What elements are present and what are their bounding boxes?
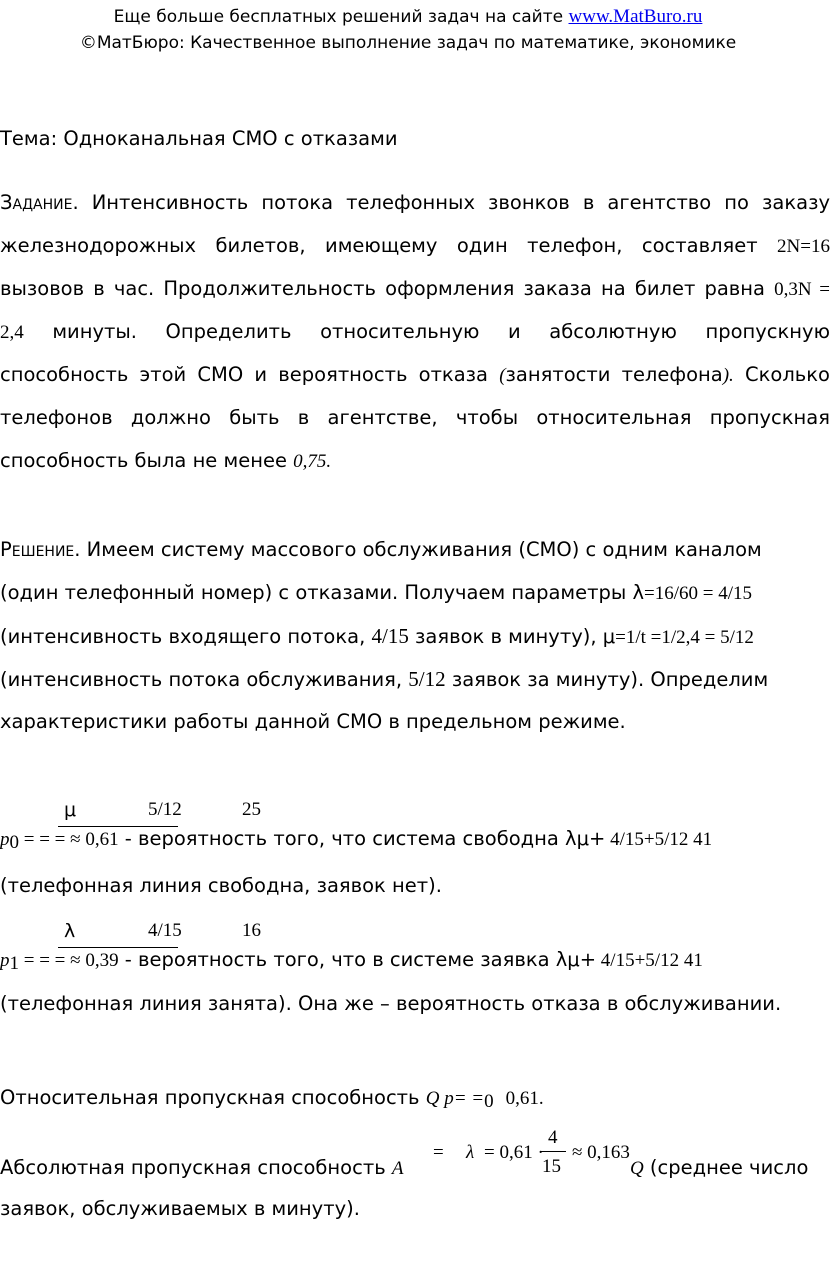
p1-numerator-symbol: λ — [64, 920, 76, 942]
p0-text: - вероятность того, что система свободна λμ+ — [118, 827, 606, 850]
p0-continuation: (телефонная линия свободна, заявок нет). — [0, 874, 442, 897]
task-line-2 — [0, 231, 830, 262]
task-paren: ). — [722, 365, 734, 386]
p0-subscript: 0 — [9, 832, 19, 853]
relative-subscript: 0 — [484, 1091, 494, 1112]
solution-line-1 — [0, 535, 762, 565]
p0-equation: = = = ≈ 0,61 — [19, 829, 119, 850]
solution-line-2 — [0, 578, 752, 609]
solution-text: заявок в минуту), μ — [408, 625, 616, 648]
p1-equation: = = = ≈ 0,39 — [19, 950, 119, 971]
p1-formula-line — [0, 945, 703, 979]
p1-subscript: 1 — [9, 953, 19, 974]
absolute-symbol-q: Q — [630, 1158, 644, 1179]
page-header — [0, 4, 816, 56]
header-line-2: ©МатБюро: Качественное выполнение задач по математике, экономике — [79, 33, 737, 53]
task-line-5 — [0, 360, 830, 391]
solution-formula: =1/t =1/2,4 = 5/12 — [615, 627, 754, 648]
absolute-fraction-denominator: 15 — [542, 1156, 561, 1177]
absolute-result: ≈ 0,163 — [572, 1142, 630, 1163]
topic-heading — [0, 124, 398, 154]
relative-text: Относительная пропускная способность — [0, 1086, 426, 1109]
absolute-capacity-tail — [630, 1153, 808, 1184]
p0-denominator: 4/15+5/12 41 — [605, 829, 713, 850]
task-text: минуты. Определить относительную и абсолютную пропускную — [52, 320, 830, 343]
solution-formula: 5/12 — [408, 667, 446, 691]
solution-text: (интенсивность входящего потока, — [0, 625, 372, 648]
topic-text: Одноканальная СМО с отказами — [63, 127, 398, 150]
solution-text: характеристики работы данной СМО в предельном режиме. — [0, 710, 626, 733]
solution-line-5 — [0, 707, 626, 737]
absolute-capacity-line — [0, 1153, 404, 1184]
task-text: вызовов в час. Продолжительность оформления заказа на билет равна — [0, 277, 765, 300]
header-text: Еще больше бесплатных решений задач на сайте — [113, 7, 569, 27]
p1-continuation: (телефонная линия занята). Она же – вероятность отказа в обслуживании. — [0, 992, 782, 1015]
p0-symbol: p — [0, 829, 10, 850]
task-value: 0,75. — [293, 451, 332, 472]
p0-formula-line — [0, 824, 712, 858]
p0-numerator-fraction: 5/12 — [148, 799, 182, 820]
absolute-eq-sign: = — [433, 1142, 444, 1163]
task-text: способность этой СМО и вероятность отказа — [0, 363, 488, 386]
relative-capacity-line — [0, 1083, 544, 1117]
task-label: Задание. — [0, 191, 79, 214]
solution-text: заявок за минуту). Определим — [445, 668, 769, 691]
topic-label: Тема: — [0, 127, 64, 150]
task-text: телефонов должно быть в агентстве, чтобы относительная пропускная — [0, 406, 830, 429]
absolute-fraction-bar — [540, 1151, 566, 1152]
p1-numerator-fraction: 4/15 — [148, 920, 182, 941]
absolute-lambda: λ — [466, 1142, 475, 1163]
absolute-text: Абсолютная пропускная способность — [0, 1156, 392, 1179]
solution-line-4 — [0, 664, 768, 695]
task-line-1 — [0, 188, 830, 218]
absolute-fraction-numerator: 4 — [548, 1127, 558, 1148]
task-text: Интенсивность потока телефонных звонков в агентство по заказу — [91, 191, 830, 214]
absolute-mid: = 0,61 · — [484, 1142, 544, 1163]
relative-formula: Q p= = — [425, 1088, 485, 1109]
solution-formula: 4/15 — [371, 624, 409, 648]
task-line-6 — [0, 403, 830, 433]
solution-text: (интенсивность потока обслуживания, — [0, 668, 409, 691]
solution-text: (один телефонный номер) с отказами. Получаем параметры λ — [0, 581, 645, 604]
task-formula: 2N=16 — [777, 236, 830, 257]
task-formula: 0,3N = — [774, 279, 830, 300]
absolute-continuation: заявок, обслуживаемых в минуту). — [0, 1197, 360, 1220]
p0-numerator-result: 25 — [242, 799, 261, 820]
relative-value: 0,61. — [505, 1088, 544, 1109]
task-line-7 — [0, 446, 331, 477]
task-line-4 — [0, 317, 830, 348]
solution-line-3 — [0, 621, 754, 653]
task-text: занятости телефона — [505, 363, 723, 386]
p1-numerator-result: 16 — [242, 920, 261, 941]
task-paren: ( — [499, 365, 506, 386]
absolute-tail-text: (среднее число — [643, 1156, 809, 1179]
p1-symbol: p — [0, 950, 10, 971]
task-text: способность была не менее — [0, 449, 287, 472]
site-link[interactable]: www.MatBuro.ru — [568, 6, 703, 27]
solution-formula: =16/60 = 4/15 — [644, 583, 753, 604]
task-text: Сколько — [745, 363, 830, 386]
header-line-1 — [0, 4, 816, 30]
solution-text: Имеем систему массового обслуживания (СМО) с одним каналом — [80, 538, 762, 561]
task-text: железнодорожных билетов, имеющему один телефон, составляет — [0, 234, 758, 257]
absolute-symbol-a: A — [391, 1158, 404, 1179]
task-formula: 2,4 — [0, 322, 24, 343]
task-line-3 — [0, 274, 830, 305]
p1-denominator: 4/15+5/12 41 — [596, 950, 703, 971]
p1-text: - вероятность того, что в системе заявка λμ+ — [118, 948, 597, 971]
p0-numerator-symbol: μ — [64, 799, 77, 821]
solution-label: Решение. — [0, 538, 81, 561]
